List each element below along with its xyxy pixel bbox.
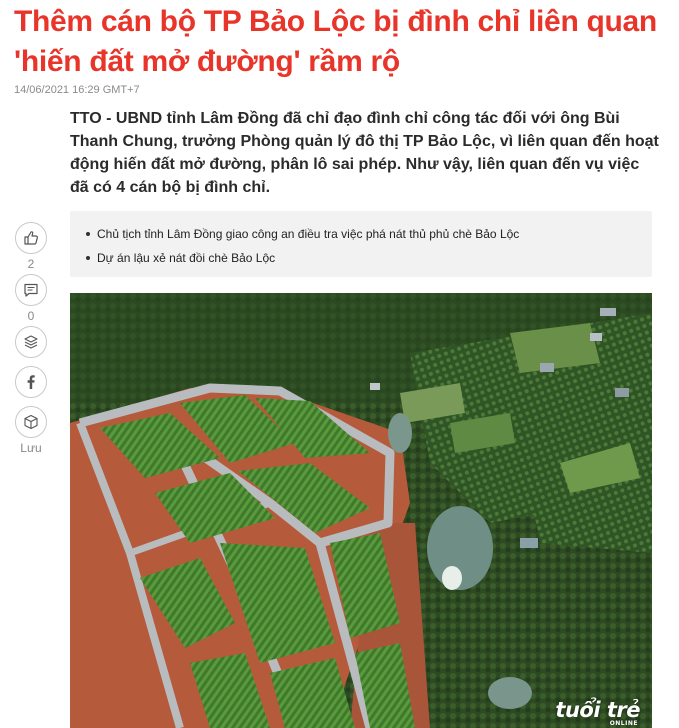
photo-watermark: tuổi trẻ ONLINE [555,698,640,727]
comment-icon [23,282,39,298]
thumbs-up-icon [23,230,39,246]
facebook-icon [23,374,39,390]
related-link[interactable]: Chủ tịch tỉnh Lâm Đồng giao công an điều tra việc phá nát thủ phủ chè Bảo Lộc [97,227,520,241]
related-link-item [97,246,652,270]
publish-timestamp: 14/06/2021 16:29 GMT+7 [14,84,140,96]
comment-button[interactable] [15,274,47,306]
share-layers-button[interactable] [15,326,47,358]
related-links-box [70,211,652,277]
save-label: Lưu [20,441,42,455]
social-sidebar [14,222,48,458]
article-photo [70,293,652,728]
facebook-share-button[interactable] [15,366,47,398]
comment-count: 0 [27,309,35,323]
article-headline: Thêm cán bộ TP Bảo Lộc bị đình chỉ liên quan 'hiến đất mở đường' rầm rộ [14,5,657,78]
related-link[interactable]: Dự án lậu xẻ nát đồi chè Bảo Lộc [97,251,276,265]
save-box-icon [23,414,39,430]
aerial-farmland-image [70,293,652,728]
layers-icon [23,334,39,350]
like-count: 2 [27,257,35,271]
save-button[interactable] [15,406,47,438]
related-links-list [97,222,652,270]
like-button[interactable] [15,222,47,254]
related-link-item [97,222,652,246]
article-sapo: TTO - UBND tỉnh Lâm Đồng đã chỉ đạo đình chỉ công tác đối với ông Bùi Thanh Chung, trưởng Phòng quản lý đô thị TP Bảo Lộc, vì liên quan đến hoạt động hiến đất mở đường, phân lô sai phép. Như vậy, liên quan đến vụ việc đã có 4 cán bộ bị đình chỉ. [70,110,659,196]
